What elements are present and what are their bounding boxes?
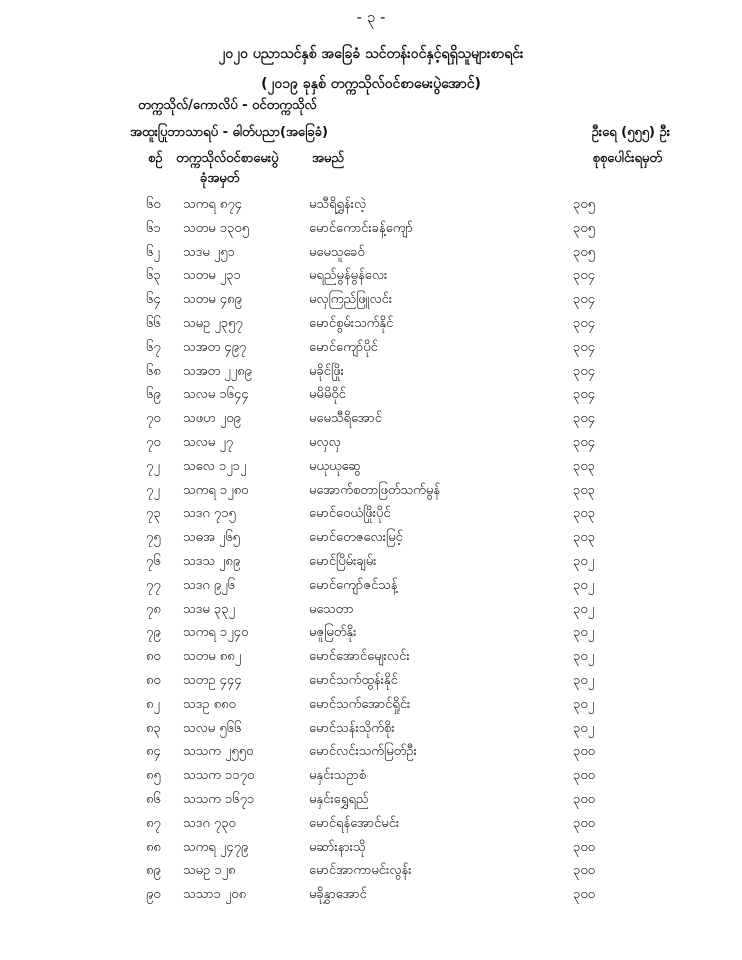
total-score: ၃၀၂ bbox=[573, 696, 595, 712]
student-name: မမိမိဝိုင် bbox=[309, 387, 346, 403]
roll-number: သသာ၁ ၂၀၈ bbox=[183, 887, 247, 903]
table-row bbox=[0, 502, 742, 526]
total-score: ၃၀၅ bbox=[573, 244, 595, 260]
row-number: ၇၆ bbox=[146, 553, 161, 569]
roll-number: သတမ ၄၈၉ bbox=[183, 292, 242, 308]
subject-line: အထူးပြုဘာသာရပ် - ဓါတ်ပညာ(အခြေခံ) bbox=[130, 125, 328, 140]
row-number: ၈၉ bbox=[146, 863, 161, 879]
student-name: မောင်တေဇလေးမြင့် bbox=[309, 530, 403, 546]
row-number: ၇၀ bbox=[146, 411, 161, 427]
student-name: မောင်ကျော်ပိုင် bbox=[309, 339, 378, 355]
table-row bbox=[0, 812, 742, 836]
table-row bbox=[0, 740, 742, 764]
student-name: မလှကြည်ဖြူလင်း bbox=[309, 292, 393, 308]
roll-number: သဒမ ၃၃၂ bbox=[183, 601, 235, 617]
row-number: ၈၄ bbox=[146, 744, 161, 760]
total-score: ၃၀၂ bbox=[573, 625, 595, 641]
total-score: ၃၀၄ bbox=[573, 411, 595, 427]
student-name: မောင်ပြိမ်းချမ်း bbox=[309, 553, 377, 569]
total-score: ၃၀၂ bbox=[573, 553, 595, 569]
total-score: ၃၀၄ bbox=[573, 268, 595, 284]
total-score: ၃၀၃ bbox=[573, 458, 595, 474]
table-row bbox=[0, 288, 742, 312]
roll-number: သကရ ၈၇၄ bbox=[183, 197, 242, 212]
total-score: ၃၀၅ bbox=[573, 220, 595, 236]
student-name: မခိုနွှာအောင် bbox=[309, 887, 367, 903]
row-number: ၆၇ bbox=[146, 339, 161, 355]
row-number: ၇၂ bbox=[146, 458, 160, 474]
roll-number: သအတ ၄၉၇ bbox=[183, 339, 247, 355]
page-number: - ၃ - bbox=[356, 8, 386, 26]
total-score: ၃၀၄ bbox=[573, 292, 595, 308]
column-header-name: အမည် bbox=[312, 151, 344, 166]
table-row bbox=[0, 455, 742, 479]
row-number: ၈၆ bbox=[146, 791, 161, 807]
roll-number: သကရ ၁၂၄၀ bbox=[183, 625, 249, 641]
roll-number: သဒဂ ၇၁၅ bbox=[183, 506, 236, 522]
roll-number: သအတ ၂၂၈၉ bbox=[183, 363, 252, 379]
roll-number: သတဥ ၄၄၄ bbox=[183, 672, 242, 688]
document-title: ၂၀၂၀ ပညာသင်နှစ် အခြေခံ သင်တန်းဝင်နှင့်ရရှိသူများစာရင်း bbox=[218, 46, 524, 62]
total-score: ၃၀၂ bbox=[573, 649, 595, 665]
student-name: မောင်သက်ထွန်းနိုင် bbox=[309, 672, 398, 688]
row-number: ၈၀ bbox=[146, 649, 161, 665]
row-number: ၇၇ bbox=[146, 577, 161, 593]
total-score: ၃၀၃ bbox=[573, 530, 595, 546]
row-number: ၈၇ bbox=[146, 815, 161, 831]
roll-number: သကရ ၂၄၇၉ bbox=[183, 839, 249, 855]
student-name: မောင်စွမ်းသက်နိုင် bbox=[309, 315, 394, 331]
row-number: ၆၄ bbox=[146, 292, 161, 308]
roll-number: သဓအ ၂၆၅ bbox=[183, 530, 240, 546]
roll-number: သမဥ ၁၂၈ bbox=[183, 863, 236, 879]
student-name: မောင်အောင်မျေးလင်း bbox=[309, 649, 410, 665]
student-name: မောင်လင်းသက်မြတ်ဦး bbox=[309, 744, 417, 760]
column-header-score: စုစုပေါင်းရမှတ် bbox=[592, 151, 662, 166]
student-name: မမေသူခေဝ် bbox=[309, 244, 365, 260]
total-score: ၃၀၄ bbox=[573, 315, 595, 331]
row-number: ၇၈ bbox=[146, 601, 161, 617]
row-number: ၈၃ bbox=[146, 720, 161, 736]
table-row bbox=[0, 764, 742, 788]
row-number: ၇၂ bbox=[146, 482, 160, 498]
table-row bbox=[0, 693, 742, 717]
total-score: ၃၀၀ bbox=[573, 791, 595, 807]
table-row bbox=[0, 360, 742, 384]
roll-number: သဖဟ ၂၀၉ bbox=[183, 411, 241, 427]
table-row bbox=[0, 598, 742, 622]
row-number: ၆၁ bbox=[146, 220, 161, 236]
table-row bbox=[0, 717, 742, 741]
roll-number: သလမ ၂၇ bbox=[183, 434, 234, 450]
roll-number: သသက ၁၁၇၀ bbox=[183, 768, 255, 784]
student-count: ဦးရေ (၅၅၅) ဦး bbox=[591, 125, 670, 140]
roll-number: သတမ ၈၈၂ bbox=[183, 649, 242, 665]
row-number: ၆၉ bbox=[146, 387, 161, 403]
row-number: ၇၃ bbox=[146, 506, 161, 522]
table-row bbox=[0, 645, 742, 669]
student-name: မောင်ကျော်ဇင်သန့် bbox=[309, 577, 398, 593]
total-score: ၃၀၄ bbox=[573, 363, 595, 379]
row-number: ၈၀ bbox=[146, 672, 161, 688]
table-row bbox=[0, 788, 742, 812]
results-table bbox=[0, 193, 742, 907]
total-score: ၃၀၂ bbox=[573, 672, 595, 688]
row-number: ၆၈ bbox=[146, 363, 161, 379]
row-number: ၉၀ bbox=[146, 887, 161, 903]
table-row bbox=[0, 526, 742, 550]
roll-number: သသက ၂၅၅၀ bbox=[183, 744, 254, 760]
total-score: ၃၀၃ bbox=[573, 482, 595, 498]
student-name: မရည်မွန်မွန်လေး bbox=[309, 268, 388, 284]
roll-number: သဒဂ ၇၃၀ bbox=[183, 815, 236, 831]
row-number: ၇၀ bbox=[146, 434, 161, 450]
roll-number: သဒမ ၂၅၁ bbox=[183, 244, 235, 260]
row-number: ၈၂ bbox=[146, 696, 160, 712]
total-score: ၃၀၂ bbox=[573, 720, 595, 736]
row-number: ၆၂ bbox=[146, 244, 160, 260]
roll-number: သဒဥ ၈၈၀ bbox=[183, 696, 236, 712]
total-score: ၃၀၄ bbox=[573, 387, 595, 403]
table-row bbox=[0, 669, 742, 693]
table-row bbox=[0, 621, 742, 645]
row-number: ၈၅ bbox=[146, 768, 161, 784]
table-row bbox=[0, 407, 742, 431]
student-name: မသေတာ bbox=[309, 601, 354, 617]
roll-number: သလေ ၁၂၁၂ bbox=[183, 458, 247, 474]
table-row bbox=[0, 883, 742, 907]
document-subtitle: (၂၀၁၉ ခုနှစ် တက္ကသိုလ်ဝင်စာမေးပွဲအောင်) bbox=[261, 76, 481, 92]
student-name: မောင်ဝေယံဖြိုးပိုင် bbox=[309, 506, 391, 522]
student-name: မောင်ရန်အောင်မင်း bbox=[309, 815, 400, 831]
row-number: ၆၆ bbox=[146, 315, 161, 331]
student-name: မမေသီရိအောင် bbox=[309, 411, 382, 427]
row-number: ၆၃ bbox=[146, 268, 161, 284]
table-row bbox=[0, 336, 742, 360]
total-score: ၃၀၀ bbox=[573, 839, 595, 855]
total-score: ၃၀၄ bbox=[573, 434, 595, 450]
row-number: ၇၅ bbox=[146, 530, 161, 546]
total-score: ၃၀၅ bbox=[573, 197, 595, 212]
column-header-no: စဉ် bbox=[148, 151, 163, 166]
total-score: ၃၀၂ bbox=[573, 601, 595, 617]
table-row bbox=[0, 217, 742, 241]
column-header-roll-number-line2: ခုံအမှတ် bbox=[200, 171, 240, 186]
row-number: ၈၈ bbox=[146, 839, 161, 855]
table-row bbox=[0, 193, 742, 217]
roll-number: သကရ ၁၂၈၀ bbox=[183, 482, 249, 498]
roll-number: သလမ ၅၆၆ bbox=[183, 720, 242, 736]
total-score: ၃၀၀ bbox=[573, 887, 595, 903]
roll-number: သတမ ၁၃၀၅ bbox=[183, 220, 250, 236]
total-score: ၃၀၀ bbox=[573, 815, 595, 831]
student-name: မယုယုဆွေ bbox=[309, 458, 361, 474]
student-name: မခိုင်ဖြိုး bbox=[309, 363, 344, 379]
table-row bbox=[0, 264, 742, 288]
student-name: မနှင်းရွှေရည် bbox=[309, 791, 369, 807]
student-name: မသီရိရွှန်းလဲ့ bbox=[309, 197, 367, 212]
total-score: ၃၀၄ bbox=[573, 339, 595, 355]
table-row bbox=[0, 431, 742, 455]
student-name: မောင်သက်အောင်ရှိုင်း bbox=[309, 696, 411, 712]
total-score: ၃၀၀ bbox=[573, 863, 595, 879]
student-name: မဇူမြတ်နိုး bbox=[309, 625, 357, 641]
student-name: မဆာ်းနားသို bbox=[309, 839, 366, 855]
roll-number: သတမ ၂၃၁ bbox=[183, 268, 241, 284]
row-number: ၇၉ bbox=[146, 625, 161, 641]
table-row bbox=[0, 550, 742, 574]
table-row bbox=[0, 241, 742, 265]
roll-number: သမဥ ၂၃၅၇ bbox=[183, 315, 243, 331]
student-name: မောင်အာကာမင်းလွန်း bbox=[309, 863, 412, 879]
table-row bbox=[0, 383, 742, 407]
table-row bbox=[0, 479, 742, 503]
table-row bbox=[0, 859, 742, 883]
row-number: ၆၀ bbox=[146, 197, 161, 212]
roll-number: သဒသ ၂၈၉ bbox=[183, 553, 241, 569]
roll-number: သဒဂ ၉၂၆ bbox=[183, 577, 235, 593]
student-name: မနှင်းသဥာစံ bbox=[309, 768, 367, 784]
total-score: ၃၀၀ bbox=[573, 744, 595, 760]
roll-number: သသက ၁၆၇၁ bbox=[183, 791, 255, 807]
student-name: မလှလှ bbox=[309, 434, 341, 450]
table-row bbox=[0, 574, 742, 598]
total-score: ၃၀၀ bbox=[573, 768, 595, 784]
total-score: ၃၀၃ bbox=[573, 506, 595, 522]
roll-number: သလမ ၁၆၄၄ bbox=[183, 387, 249, 403]
table-row bbox=[0, 312, 742, 336]
table-row bbox=[0, 836, 742, 860]
student-name: မအောက်စတာဖြတ်သက်မွန် bbox=[309, 482, 441, 498]
total-score: ၃၀၂ bbox=[573, 577, 595, 593]
column-header-roll-number: တက္ကသိုလ်ဝင်စာမေးပွဲ bbox=[176, 151, 279, 166]
student-name: မောင်ကောင်းခန့်ကျော် bbox=[309, 220, 413, 236]
student-name: မောင်သန်းသိုက်စိုး bbox=[309, 720, 395, 736]
university-category: တက္ကသိုလ်/ကောလိပ် - ဝင်တက္ကသိုလ် bbox=[138, 98, 317, 113]
